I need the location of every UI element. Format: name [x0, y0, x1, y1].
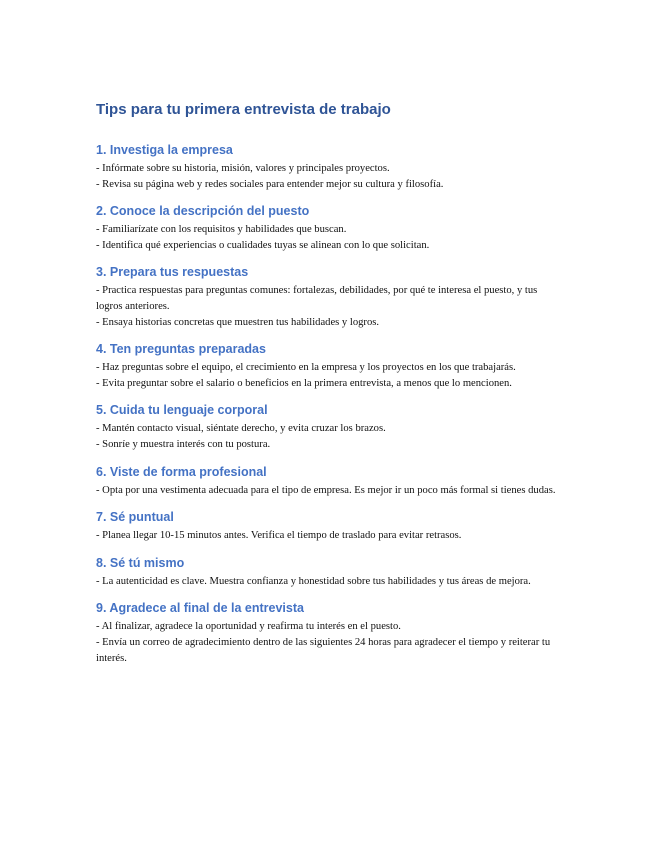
section-heading: 1. Investiga la empresa [96, 143, 233, 157]
list-item: - Infórmate sobre su historia, misión, valores y principales proyectos. [96, 163, 390, 174]
section-heading: 2. Conoce la descripción del puesto [96, 204, 310, 219]
list-item: - Sonríe y muestra interés con tu postura. [96, 438, 271, 450]
section-preguntas [96, 339, 566, 391]
list-item: - La autenticidad es clave. Muestra confianza y honestidad sobre tus habilidades y tus áreas de mejora. [96, 575, 531, 587]
section-investiga [96, 140, 566, 192]
document-page [96, 100, 566, 675]
section-prepara [96, 262, 566, 330]
list-item: - Ensaya historias concretas que muestren tus habilidades y logros. [96, 316, 380, 328]
list-item: - Haz preguntas sobre el equipo, el crecimiento en la empresa y los proyectos en los que trabajarás. [96, 362, 516, 374]
section-heading: 7. Sé puntual [96, 510, 174, 525]
list-item: - Planea llegar 10-15 minutos antes. Verifica el tiempo de traslado para evitar retrasos. [96, 530, 462, 542]
list-item: - Envía un correo de agradecimiento dentro de las siguientes 24 horas para agradecer el tiempo y reiterar tu interés. [96, 636, 551, 664]
section-lenguaje-corporal [96, 400, 566, 452]
section-heading: 4. Ten preguntas preparadas [96, 342, 266, 357]
section-puntual [96, 507, 566, 544]
section-conoce [96, 201, 566, 253]
section-heading: 3. Prepara tus respuestas [96, 265, 249, 280]
section-viste [96, 462, 566, 499]
section-tu-mismo [96, 553, 566, 590]
list-item: - Practica respuestas para preguntas comunes: fortalezas, debilidades, por qué te interesa el puesto, y tus logros anteriores. [96, 285, 538, 312]
document-title: Tips para tu primera entrevista de trabajo [96, 101, 391, 118]
section-heading: 9. Agradece al final de la entrevista [96, 601, 304, 616]
section-heading: 6. Viste de forma profesional [96, 464, 267, 479]
list-item: - Familiarízate con los requisitos y habilidades que buscan. [96, 224, 347, 236]
list-item: - Mantén contacto visual, siéntate derecho, y evita cruzar los brazos. [96, 423, 386, 435]
list-item: - Revisa su página web y redes sociales para entender mejor su cultura y filosofía. [96, 178, 444, 190]
list-item: - Opta por una vestimenta adecuada para el tipo de empresa. Es mejor ir un poco más formal si tienes dudas. [96, 484, 556, 496]
list-item: - Al finalizar, agradece la oportunidad y reafirma tu interés en el puesto. [96, 621, 401, 633]
section-heading: 5. Cuida tu lenguaje corporal [96, 403, 268, 418]
section-agradece [96, 598, 566, 666]
list-item: - Evita preguntar sobre el salario o beneficios en la primera entrevista, a menos que lo mencionen. [96, 377, 512, 389]
section-heading: 8. Sé tú mismo [96, 555, 185, 570]
list-item: - Identifica qué experiencias o cualidades tuyas se alinean con lo que solicitan. [96, 239, 430, 251]
